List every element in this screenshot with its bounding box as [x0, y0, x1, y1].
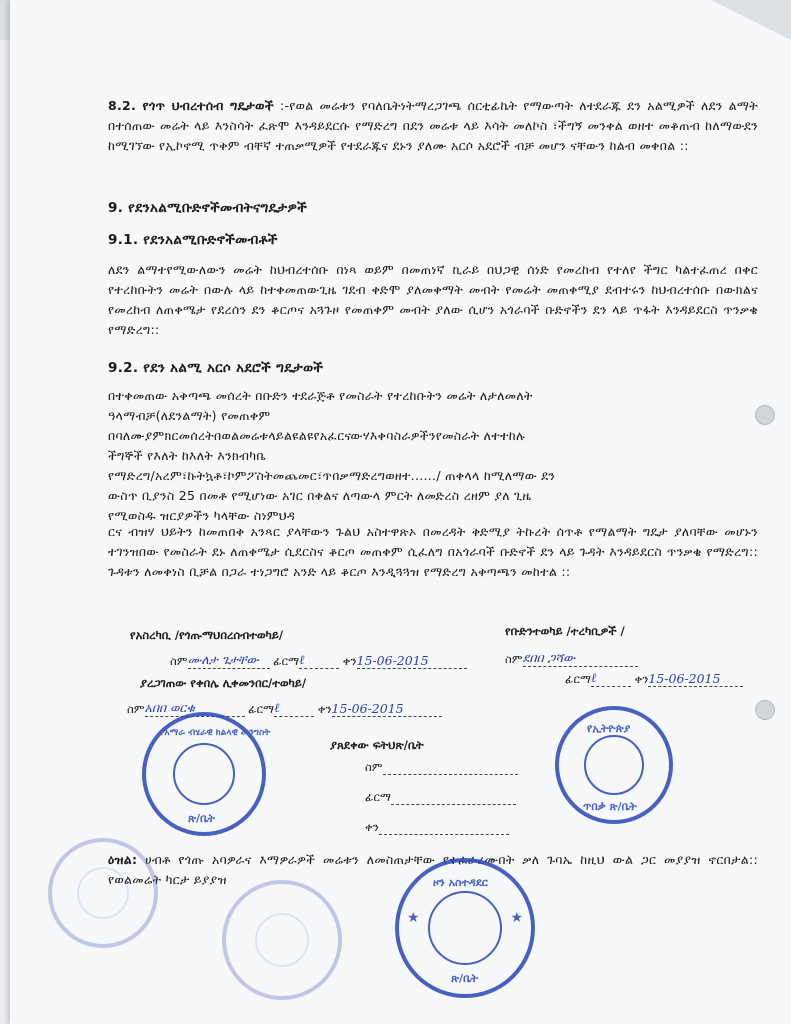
punch-hole-upper: [755, 405, 775, 425]
note-text: ሀብቶ የጎጡ አባዎራና እማዎራዎች መሬቱን ለመስጠታቸው የተፈራረሙበት ቃለ ጉባኤ ከዚህ ውል ጋር መያያዝ ኖርበታል:: የወልመሬት ካርታ ይያያዝ: [108, 852, 758, 887]
left-stamp-text: የአማራ ብሄራዊ ክልላዊ መንግስት: [160, 728, 271, 738]
section-9-heading: 9. የደንአልሚቡድኖችመብትናግዴታዎች: [108, 200, 308, 216]
name-label: ስም: [170, 654, 188, 668]
sign-label: ፊርማ: [565, 672, 591, 686]
section-9-2-line: ዓላማብቻ(ለደንልማት) የመጠቀም: [108, 408, 271, 423]
section-9-2-line: የማድረግ/አረም፣ኩትኳቶ፣ኮምፖስትመጨመር፣ጥበቃማድረግወዘተ....../ ጠቀላላ ከሚለማው ደን: [108, 468, 556, 483]
section-8-2: [108, 96, 758, 156]
right-stamp-bottom-text: ጥበቃ ጽ/ቤት: [583, 800, 637, 813]
left-date-handwritten: 15-06-2015: [357, 653, 467, 669]
faint-stamp-impression: [48, 838, 158, 948]
name-label: ስም: [127, 702, 145, 716]
date-label: ቀን: [634, 672, 649, 686]
right-signature-mark: ℓ: [591, 670, 631, 687]
bottom-stamp-bottom-text: ጽ/ቤት: [451, 972, 479, 985]
right-signature-row: [565, 670, 743, 687]
court-sign-blank: [391, 804, 516, 805]
section-9-2-line: በባለሙያምክርመሰረትበወልመሬቱላይልዩልዩየአፈርናውሃእቀባስራዎችንየመስራት ለተተከሉ: [108, 428, 526, 443]
date-label: ቀን: [317, 702, 332, 716]
stamp-emblem: [428, 891, 502, 965]
stamp-emblem: [173, 743, 235, 805]
section-9-1-body: [108, 260, 758, 340]
section-9-2-line: በተቀመጠው አቅጣጫ መሰረት በቡድን ተደራጅቶ የመስራት የተረከቡትን መሬት ለታለመለት: [108, 388, 533, 403]
left-stamp-bottom-text: ጽ/ቤት: [188, 812, 216, 825]
date-label: ቀን: [342, 654, 357, 668]
stamp-emblem: [77, 867, 129, 919]
sign-label: ፊርማ: [273, 654, 300, 668]
right-date-handwritten: 15-06-2015: [648, 671, 743, 687]
right-official-stamp: [555, 706, 673, 824]
section-9-2-line: የሚወስዱ ዝርያዎችን ካላቸው ስነምህዳ: [108, 508, 296, 523]
section-9-1-heading: 9.1. የደንአልሚቡድኖችመብቶች: [108, 232, 278, 248]
star-icon: ★: [407, 910, 420, 926]
validator-name-handwritten: አበበ ወርቁ: [145, 700, 245, 717]
name-label: ስም: [505, 652, 523, 666]
star-icon: ★: [510, 910, 523, 926]
section-9-2-body2: [108, 522, 758, 582]
left-signature-row: [170, 652, 467, 669]
punch-hole-lower: [755, 700, 775, 720]
validator-signature-mark: ℓ: [274, 700, 314, 717]
section-9-2-line: ችግኞች የእለት ከእለት እንክብካቤ: [108, 448, 267, 463]
left-signature-mark: ℓ: [299, 652, 339, 669]
section-9-1-paragraph: ለደን ልማተየሚውለውን መሬት ከህብረተሰቡ በነጻ ወይም በመጠነኛ ኪራይ በህጋዊ ሰነድ የመረከብ የተለየ ችግር ካልተፈጠረ በቀር የተረከቡትን መሬት በውሉ ላይ ከተቀመጠውጊዜ ገደብ ቀድሞ ያለመቀማት መብት የመሬት መጠቀሚያ ደብተሩን ከህብረተሰቡ በውክልና የመረከብ ለጠቀሜታ የደረሰን ደን ቆርጦና አጓጉዞ የመጠቀም መብት ያለው ሲሆን አጎራባች ቡድኖችን ደን ላይ ጥፋት እንዳይደርስ ጥንቃቄ የማድረግ::: [108, 262, 758, 337]
right-stamp-text: የኢትዮጵያ: [587, 722, 631, 735]
section-8-2-heading: 8.2. የጎጥ ህብረተሰብ ግዴታወች: [108, 98, 274, 113]
bottom-stamp-text: ዞን አስተዳደር: [433, 876, 488, 889]
court-name-blank: [383, 774, 518, 775]
section-9-2-lines: [108, 386, 758, 526]
name-label: ስም: [365, 760, 383, 774]
right-name-row: [505, 650, 638, 667]
note-label: ዕዝል:: [108, 852, 138, 867]
court-name-row: [365, 760, 518, 775]
validator-signature-row: [127, 700, 442, 717]
validator-title: ያረጋገጠው የቀበሌ ሊቀመንበር/ተወካይ/: [140, 676, 307, 690]
sign-label: ፊርማ: [248, 702, 275, 716]
left-name-handwritten: ሙለታ ጌታቸው: [188, 652, 270, 669]
section-9-2-heading: 9.2. የደን አልሚ አርሶ አደሮች ግዴታወች: [108, 360, 324, 376]
bottom-official-stamp: [395, 858, 535, 998]
validator-date-handwritten: 15-06-2015: [332, 701, 442, 717]
right-name-handwritten: ደበበ ጋሻው: [523, 650, 638, 667]
court-title: ያጸደቀው ፍትህጽ/ቤት: [330, 738, 424, 752]
sign-label: ፊርማ: [365, 790, 391, 804]
section-8-2-body: :-የወል መሬቱን የባለቤትነትማረጋገጫ ሰርቲፊኬት የማውጣት ለተደራጁ ደን አልሚዎች ለደን ልማት በተሰጠው መሬት ላይ እንስሳት ፈጽሞ እንዳይደርሱ የማድረግ በደን መሬቱ ላይ እሳት መለኮስ ፣ችግኝ መንቀል ወዘተ መቆጠብ ከለማውደን ከሚገኘው የኢኮኖሚ ጥቅም ብቸኛ ተጠቃሚዎች የተደራጁና ደኑን ያለሙ አርሶ አደሮች ብቻ መሆን ናቸውን ከልብ መቀበል ::: [108, 98, 758, 153]
court-sign-row: [365, 790, 516, 805]
stamp-emblem: [584, 735, 644, 795]
left-signatory-title: የአስረካቢ /የጎጡማህበረሰብተወካይ/: [130, 628, 284, 642]
left-official-stamp: [142, 712, 271, 836]
court-date-blank: [379, 834, 509, 835]
date-label: ቀን: [365, 820, 379, 834]
faint-stamp-impression: [222, 880, 342, 1000]
folded-corner: [711, 0, 791, 40]
court-date-row: [365, 820, 509, 835]
section-9-2-paragraph: ርና ብዝሃ ህይትን ከመጠበቅ አንጻር ያላቸውን ጉልህ አስተዋጽኦ በመረዳት ቅድሚያ ትኩረት ሰጥቶ የማልማት ግዴታ ያለባቸው መሆኑን ተገንዝበው የመስራት ደኑ ለጠቀሜታ ሲደርስና ቆርጦ መጠቀም ሲፈለግ በአጎራባች ቡድኖች ደን ላይ ጉዳት እንዳይደርስ ጥንቃቄ የማድረግ:: ጉዳቱን ለመቀነስ ቢቻል በጋራ ተነጋግሮ አንድ ላይ ቆርጦ እንዲጓጓዝ የማድረግ አቅጣጫን መከተል ::: [108, 524, 758, 579]
stamp-emblem: [255, 913, 309, 967]
right-signatory-title: የቡድንተወካይ /ተረካቢዎች /: [505, 624, 625, 638]
section-9-2-line: ውስጥ ቢያንስ 25 በመቶ የሚሆነው አገር በቀልና ለጣውላ ምርት ለመድረስ ረዘም ያለ ጊዜ: [108, 488, 532, 503]
